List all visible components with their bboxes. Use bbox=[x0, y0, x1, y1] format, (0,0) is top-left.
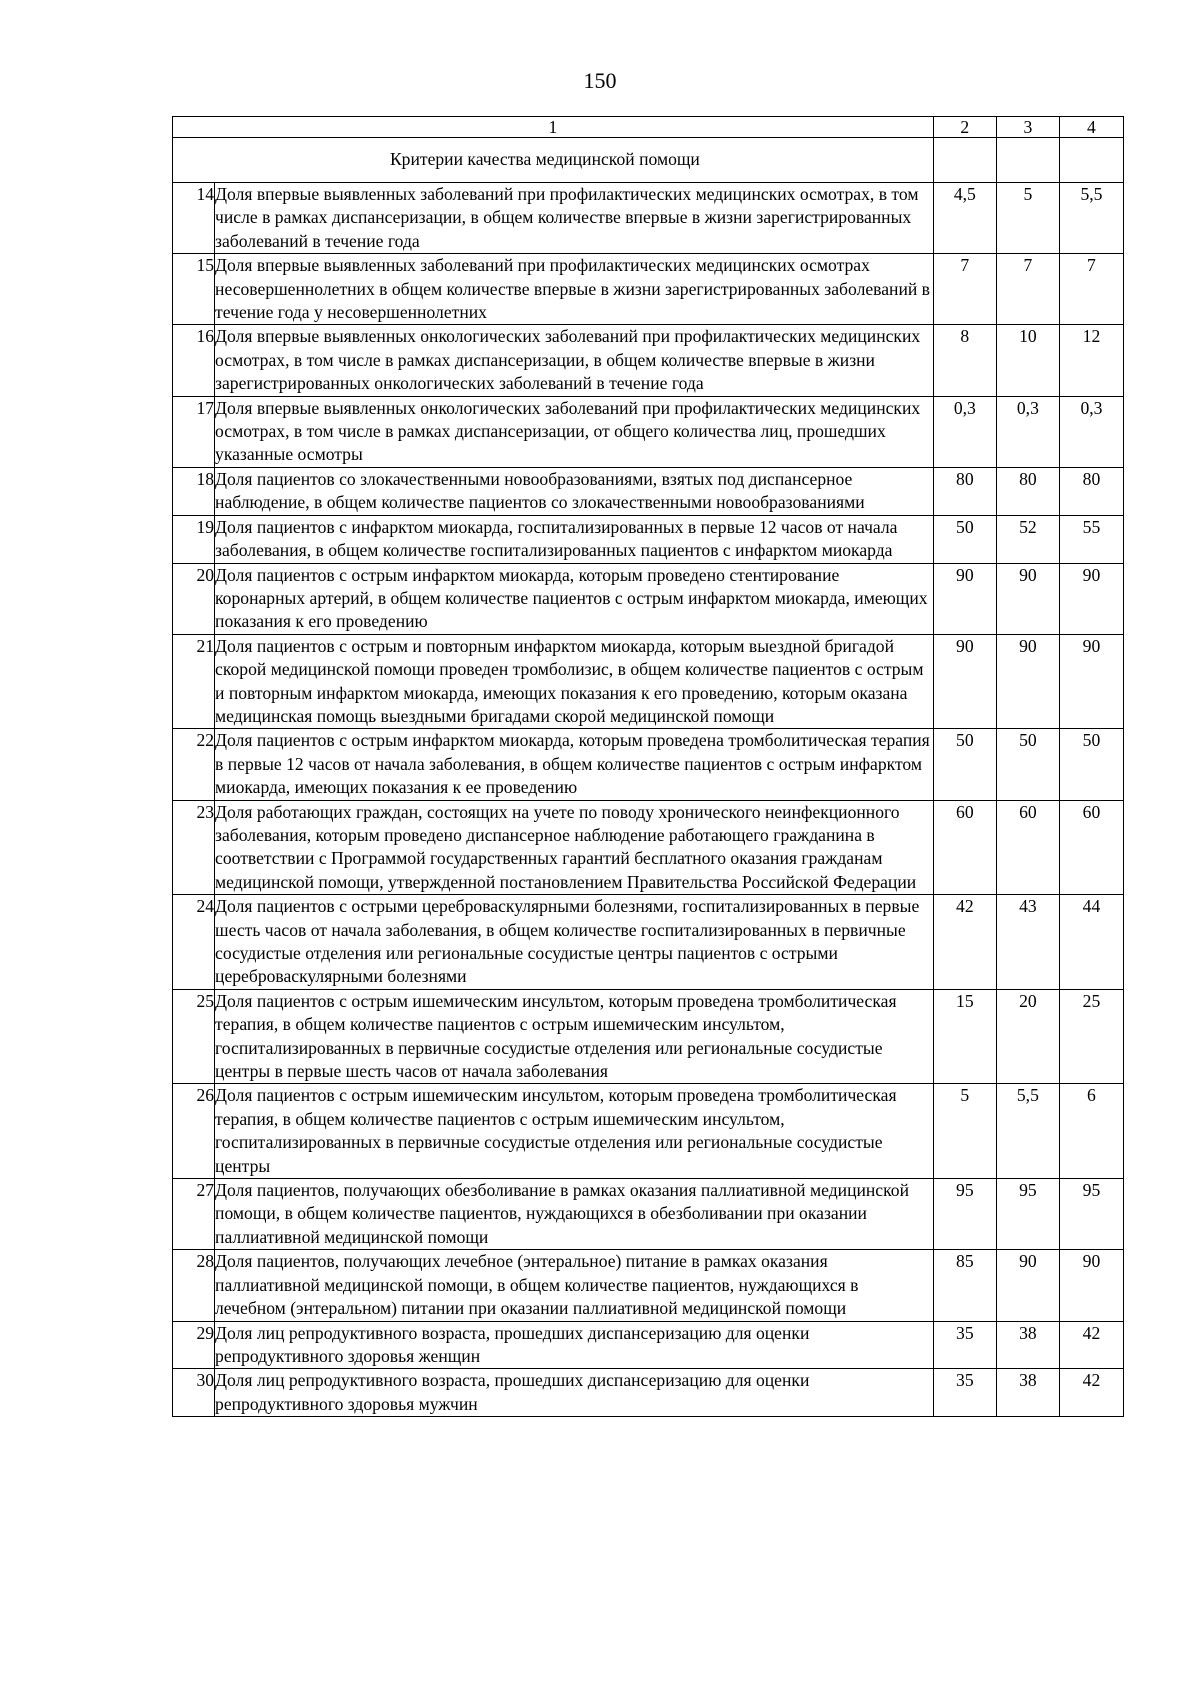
table-row bbox=[173, 1369, 1124, 1417]
value-col-4: 90 bbox=[1059, 563, 1123, 634]
value-col-2: 0,3 bbox=[933, 396, 996, 467]
value-col-4: 42 bbox=[1059, 1321, 1123, 1369]
table-row bbox=[173, 515, 1124, 563]
quality-criteria-table bbox=[172, 116, 1124, 1417]
value-col-3: 90 bbox=[996, 1250, 1059, 1321]
table-row bbox=[173, 895, 1124, 990]
value-col-3: 90 bbox=[996, 563, 1059, 634]
row-number: 19 bbox=[173, 515, 215, 563]
value-col-3: 10 bbox=[996, 325, 1059, 396]
criterion-text: Доля пациентов с острым инфарктом миокарда, которым проведено стентирование коронарных артерий, в общем количестве пациентов с острым инфарктом миокарда, имеющих показания к его проведению bbox=[215, 563, 934, 634]
value-col-2: 8 bbox=[933, 325, 996, 396]
row-number: 26 bbox=[173, 1084, 215, 1179]
value-col-2: 7 bbox=[933, 254, 996, 325]
value-col-2: 35 bbox=[933, 1321, 996, 1369]
table-row bbox=[173, 563, 1124, 634]
value-col-3: 5,5 bbox=[996, 1084, 1059, 1179]
section-title: Критерии качества медицинской помощи bbox=[173, 138, 934, 183]
criterion-text: Доля пациентов с острым ишемическим инсультом, которым проведена тромболитическая терапия, в общем количестве пациентов с острым ишемическим инсультом, госпитализированных в первичные сосудистые отделения или региональные сосудистые центры в первые шесть часов от начала заболевания bbox=[215, 989, 934, 1084]
table-row bbox=[173, 325, 1124, 396]
row-number: 30 bbox=[173, 1369, 215, 1417]
value-col-2: 5 bbox=[933, 1084, 996, 1179]
row-number: 22 bbox=[173, 729, 215, 800]
section-empty-cell bbox=[996, 138, 1059, 183]
table-row bbox=[173, 396, 1124, 467]
section-row bbox=[173, 138, 1124, 183]
page-number: 150 bbox=[583, 68, 617, 93]
table-row bbox=[173, 1321, 1124, 1369]
criterion-text: Доля впервые выявленных онкологических заболеваний при профилактических медицинских осмотрах, в том числе в рамках диспансеризации, от общего количества лиц, прошедших указанные осмотры bbox=[215, 396, 934, 467]
criterion-text: Доля лиц репродуктивного возраста, прошедших диспансеризацию для оценки репродуктивного здоровья женщин bbox=[215, 1321, 934, 1369]
value-col-4: 50 bbox=[1059, 729, 1123, 800]
value-col-2: 60 bbox=[933, 800, 996, 895]
value-col-4: 42 bbox=[1059, 1369, 1123, 1417]
table-row bbox=[173, 183, 1124, 254]
table-row bbox=[173, 800, 1124, 895]
table-row bbox=[173, 989, 1124, 1084]
row-number: 23 bbox=[173, 800, 215, 895]
criterion-text: Доля пациентов с острым и повторным инфарктом миокарда, которым выездной бригадой скорой медицинской помощи проведен тромболизис, в общем количестве пациентов с острым и повторным инфарктом миокарда, имеющих показания к его проведению, которым оказана медицинская помощь выездными бригадами скорой медицинской помощи bbox=[215, 634, 934, 729]
table-row bbox=[173, 467, 1124, 515]
value-col-4: 25 bbox=[1059, 989, 1123, 1084]
table-row bbox=[173, 634, 1124, 729]
criterion-text: Доля пациентов с острым инфарктом миокарда, которым проведена тромболитическая терапия в первые 12 часов от начала заболевания, в общем количестве пациентов с острым инфарктом миокарда, имеющих показания к ее проведению bbox=[215, 729, 934, 800]
criterion-text: Доля лиц репродуктивного возраста, прошедших диспансеризацию для оценки репродуктивного здоровья мужчин bbox=[215, 1369, 934, 1417]
criterion-text: Доля пациентов с острыми цереброваскулярными болезнями, госпитализированных в первые шесть часов от начала заболевания, в общем количестве госпитализированных в первичные сосудистые отделения или региональные сосудистые центры пациентов с острыми цереброваскулярными болезнями bbox=[215, 895, 934, 990]
value-col-2: 95 bbox=[933, 1179, 996, 1250]
value-col-3: 20 bbox=[996, 989, 1059, 1084]
value-col-3: 43 bbox=[996, 895, 1059, 990]
criterion-text: Доля впервые выявленных онкологических заболеваний при профилактических медицинских осмотрах, в том числе в рамках диспансеризации, в общем количестве впервые в жизни зарегистрированных онкологических заболеваний в течение года bbox=[215, 325, 934, 396]
row-number: 15 bbox=[173, 254, 215, 325]
criterion-text: Доля пациентов, получающих лечебное (энтеральное) питание в рамках оказания паллиативной медицинской помощи, в общем количестве пациентов, нуждающихся в лечебном (энтеральном) питании при оказании паллиативной медицинской помощи bbox=[215, 1250, 934, 1321]
value-col-4: 6 bbox=[1059, 1084, 1123, 1179]
row-number: 21 bbox=[173, 634, 215, 729]
section-empty-cell bbox=[933, 138, 996, 183]
value-col-3: 50 bbox=[996, 729, 1059, 800]
value-col-3: 7 bbox=[996, 254, 1059, 325]
value-col-3: 38 bbox=[996, 1369, 1059, 1417]
value-col-2: 80 bbox=[933, 467, 996, 515]
criterion-text: Доля пациентов с инфарктом миокарда, госпитализированных в первые 12 часов от начала заболевания, в общем количестве госпитализированных пациентов с инфарктом миокарда bbox=[215, 515, 934, 563]
column-header-4: 4 bbox=[1059, 117, 1123, 138]
value-col-4: 80 bbox=[1059, 467, 1123, 515]
value-col-2: 50 bbox=[933, 729, 996, 800]
value-col-3: 52 bbox=[996, 515, 1059, 563]
row-number: 29 bbox=[173, 1321, 215, 1369]
value-col-4: 12 bbox=[1059, 325, 1123, 396]
row-number: 16 bbox=[173, 325, 215, 396]
criterion-text: Доля работающих граждан, состоящих на учете по поводу хронического неинфекционного заболевания, которым проведено диспансерное наблюдение работающего гражданина в соответствии с Программой государственных гарантий бесплатного оказания гражданам медицинской помощи, утвержденной постановлением Правительства Российской Федерации bbox=[215, 800, 934, 895]
value-col-3: 80 bbox=[996, 467, 1059, 515]
table-row bbox=[173, 1250, 1124, 1321]
row-number: 24 bbox=[173, 895, 215, 990]
column-header-3: 3 bbox=[996, 117, 1059, 138]
value-col-2: 4,5 bbox=[933, 183, 996, 254]
value-col-3: 5 bbox=[996, 183, 1059, 254]
criterion-text: Доля впервые выявленных заболеваний при профилактических медицинских осмотрах несовершеннолетних в общем количестве впервые в жизни зарегистрированных заболеваний в течение года у несовершеннолетних bbox=[215, 254, 934, 325]
criterion-text: Доля пациентов, получающих обезболивание в рамках оказания паллиативной медицинской помощи, в общем количестве пациентов, нуждающихся в обезболивании при оказании паллиативной медицинской помощи bbox=[215, 1179, 934, 1250]
criterion-text: Доля пациентов с острым ишемическим инсультом, которым проведена тромболитическая терапия, в общем количестве пациентов с острым ишемическим инсультом, госпитализированных в первичные сосудистые отделения или региональные сосудистые центры bbox=[215, 1084, 934, 1179]
table-row bbox=[173, 1084, 1124, 1179]
row-number: 20 bbox=[173, 563, 215, 634]
value-col-2: 35 bbox=[933, 1369, 996, 1417]
value-col-3: 0,3 bbox=[996, 396, 1059, 467]
table-row bbox=[173, 254, 1124, 325]
row-number: 18 bbox=[173, 467, 215, 515]
column-numbers-row bbox=[173, 117, 1124, 138]
row-number: 27 bbox=[173, 1179, 215, 1250]
row-number: 17 bbox=[173, 396, 215, 467]
value-col-3: 60 bbox=[996, 800, 1059, 895]
value-col-4: 95 bbox=[1059, 1179, 1123, 1250]
value-col-2: 90 bbox=[933, 563, 996, 634]
column-header-2: 2 bbox=[933, 117, 996, 138]
value-col-4: 90 bbox=[1059, 634, 1123, 729]
value-col-4: 7 bbox=[1059, 254, 1123, 325]
value-col-2: 50 bbox=[933, 515, 996, 563]
table-row bbox=[173, 729, 1124, 800]
value-col-4: 5,5 bbox=[1059, 183, 1123, 254]
row-number: 25 bbox=[173, 989, 215, 1084]
column-header-1: 1 bbox=[173, 117, 934, 138]
row-number: 14 bbox=[173, 183, 215, 254]
value-col-2: 85 bbox=[933, 1250, 996, 1321]
section-empty-cell bbox=[1059, 138, 1123, 183]
value-col-3: 95 bbox=[996, 1179, 1059, 1250]
criterion-text: Доля впервые выявленных заболеваний при профилактических медицинских осмотрах, в том числе в рамках диспансеризации, в общем количестве впервые в жизни зарегистрированных заболеваний в течение года bbox=[215, 183, 934, 254]
value-col-4: 90 bbox=[1059, 1250, 1123, 1321]
row-number: 28 bbox=[173, 1250, 215, 1321]
criterion-text: Доля пациентов со злокачественными новообразованиями, взятых под диспансерное наблюдение, в общем количестве пациентов со злокачественными новообразованиями bbox=[215, 467, 934, 515]
value-col-3: 38 bbox=[996, 1321, 1059, 1369]
value-col-2: 15 bbox=[933, 989, 996, 1084]
value-col-2: 42 bbox=[933, 895, 996, 990]
table-row bbox=[173, 1179, 1124, 1250]
value-col-2: 90 bbox=[933, 634, 996, 729]
value-col-4: 55 bbox=[1059, 515, 1123, 563]
value-col-4: 44 bbox=[1059, 895, 1123, 990]
value-col-3: 90 bbox=[996, 634, 1059, 729]
value-col-4: 60 bbox=[1059, 800, 1123, 895]
value-col-4: 0,3 bbox=[1059, 396, 1123, 467]
